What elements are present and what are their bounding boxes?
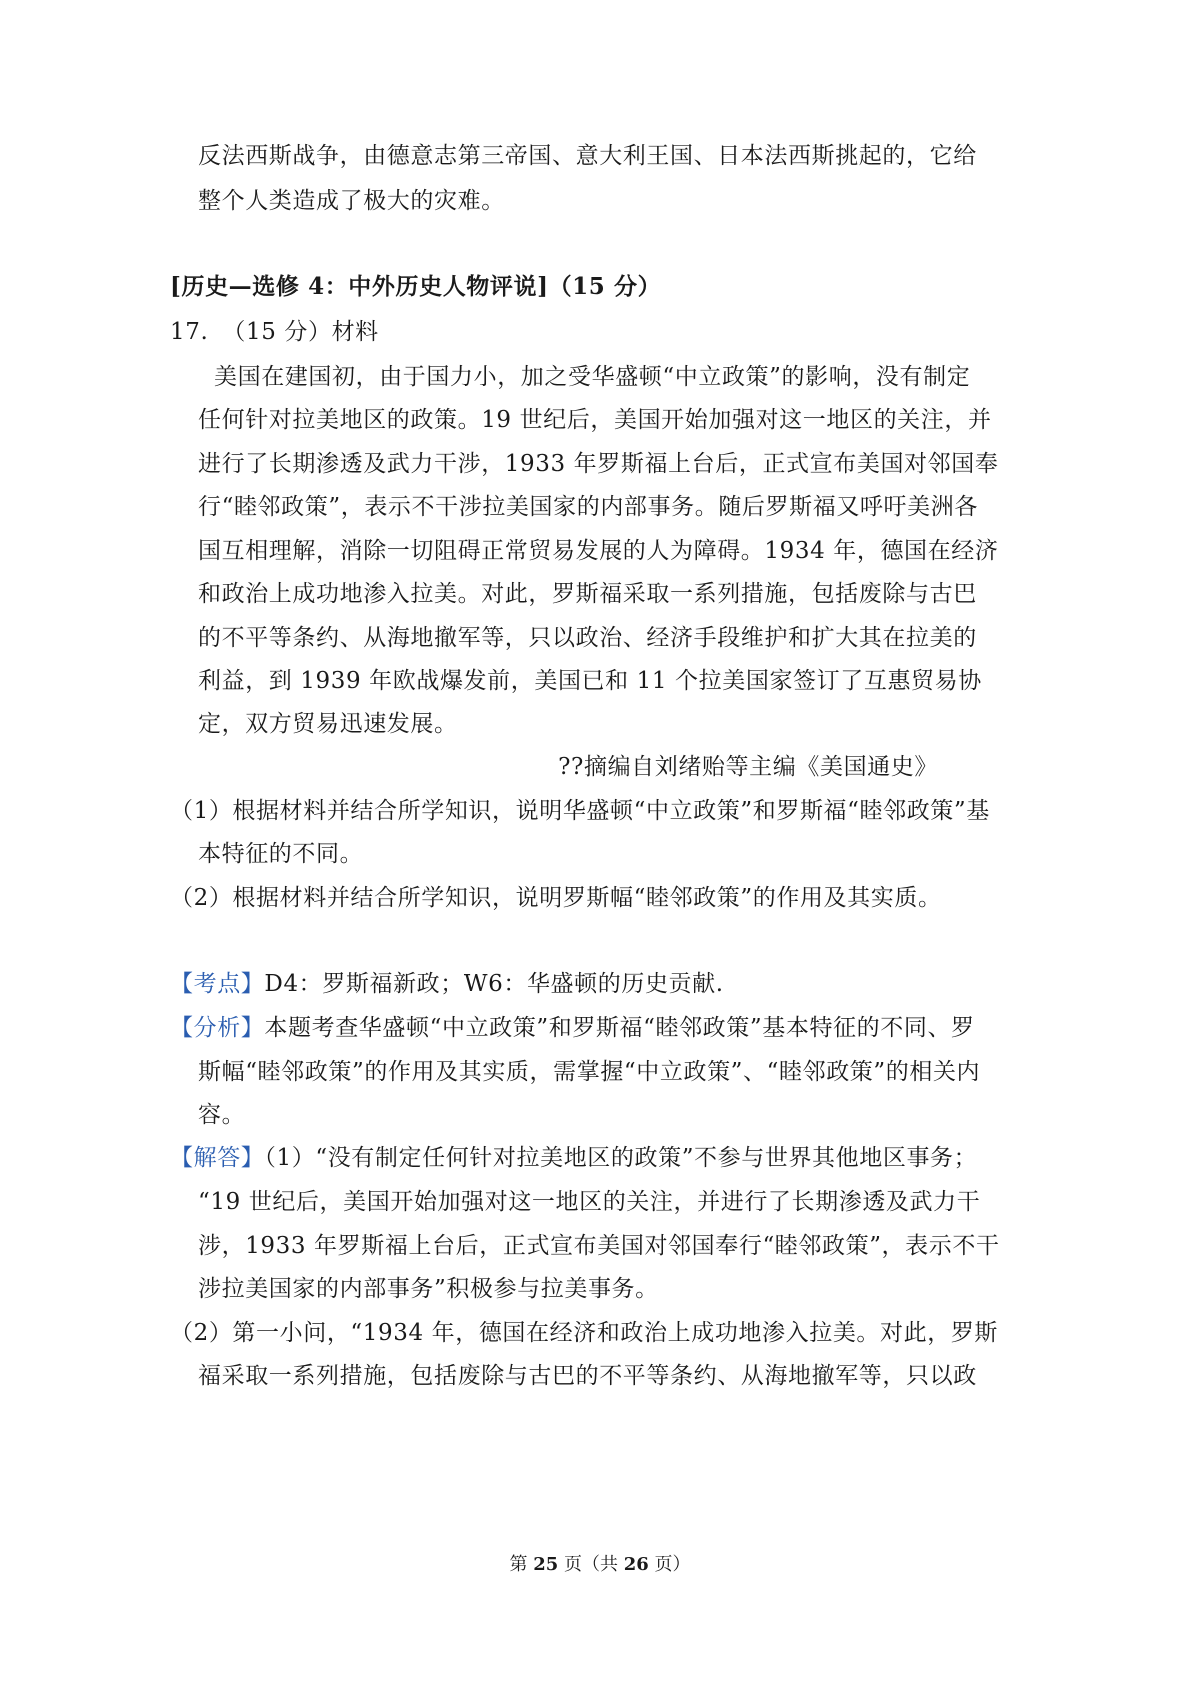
question-number: 17. bbox=[170, 319, 209, 345]
kaodian-tag: 【考点】 bbox=[170, 971, 265, 997]
footer-suffix: 页） bbox=[654, 1554, 691, 1575]
fenxi-line-2: 斯幅“睦邻政策”的作用及其实质，需掌握“中立政策”、“睦邻政策”的相关内 bbox=[198, 1059, 981, 1085]
jieda-line-2: “19 世纪后，美国开始加强对这一地区的关注，并进行了长期渗透及武力干 bbox=[198, 1189, 981, 1215]
material-line-2: 任何针对拉美地区的政策。19 世纪后，美国开始加强对这一地区的关注，并 bbox=[198, 407, 992, 433]
fenxi-line-3: 容。 bbox=[198, 1102, 246, 1128]
jieda-tag: 【解答】 bbox=[170, 1145, 265, 1171]
jieda-row bbox=[170, 1143, 977, 1173]
section-heading: [历史—选修 4：中外历史人物评说]（15 分） bbox=[170, 273, 662, 300]
fenxi-line-1: 本题考查华盛顿“中立政策”和罗斯福“睦邻政策”基本特征的不同、罗 bbox=[264, 1015, 975, 1041]
jieda-line-4: 涉拉美国家的内部事务”积极参与拉美事务。 bbox=[198, 1276, 659, 1302]
question-title: （15 分）材料 bbox=[222, 319, 379, 345]
material-line-8: 利益，到 1939 年欧战爆发前，美国已和 11 个拉美国家签订了互惠贸易协 bbox=[198, 668, 982, 694]
fenxi-tag: 【分析】 bbox=[170, 1015, 265, 1041]
footer-total-pages: 26 bbox=[623, 1554, 649, 1575]
question-header bbox=[170, 317, 379, 347]
material-line-6: 和政治上成功地渗入拉美。对此，罗斯福采取一系列措施，包括废除与古巴 bbox=[198, 581, 977, 607]
subquestion-1-line-1: （1）根据材料并结合所学知识，说明华盛顿“中立政策”和罗斯福“睦邻政策”基 bbox=[170, 798, 990, 824]
material-line-7: 的不平等条约、从海地撤军等，只以政治、经济手段维护和扩大其在拉美的 bbox=[198, 625, 977, 651]
jieda-line-3: 涉，1933 年罗斯福上台后，正式宣布美国对邻国奉行“睦邻政策”，表示不干 bbox=[198, 1233, 1000, 1259]
material-line-1: 美国在建国初，由于国力小，加之受华盛顿“中立政策”的影响，没有制定 bbox=[214, 364, 971, 390]
material-source: ??摘编自刘绪贻等主编《美国通史》 bbox=[558, 754, 938, 780]
fenxi-row bbox=[170, 1013, 975, 1043]
material-line-4: 行“睦邻政策”，表示不干涉拉美国家的内部事务。随后罗斯福又呼吁美洲各 bbox=[198, 494, 978, 520]
subquestion-1-line-2: 本特征的不同。 bbox=[198, 841, 364, 867]
intro-line-2: 整个人类造成了极大的灾难。 bbox=[198, 188, 505, 214]
answer-part2-line-1: （2）第一小问，“1934 年，德国在经济和政治上成功地渗入拉美。对此，罗斯 bbox=[170, 1320, 999, 1346]
subquestion-2: （2）根据材料并结合所学知识，说明罗斯幅“睦邻政策”的作用及其实质。 bbox=[170, 885, 942, 911]
footer-middle: 页（共 bbox=[564, 1554, 618, 1575]
footer-page-number: 25 bbox=[533, 1554, 559, 1575]
kaodian-row bbox=[170, 969, 724, 999]
footer-prefix: 第 bbox=[509, 1554, 528, 1575]
jieda-line-1: （1）“没有制定任何针对拉美地区的政策”不参与世界其他地区事务； bbox=[264, 1145, 978, 1171]
intro-line-1: 反法西斯战争，由德意志第三帝国、意大利王国、日本法西斯挑起的，它给 bbox=[198, 143, 977, 169]
material-line-3: 进行了长期渗透及武力干涉，1933 年罗斯福上台后，正式宣布美国对邻国奉 bbox=[198, 451, 999, 477]
page-footer bbox=[0, 1553, 1200, 1577]
material-line-5: 国互相理解，消除一切阻碍正常贸易发展的人为障碍。1934 年，德国在经济 bbox=[198, 538, 999, 564]
material-line-9: 定，双方贸易迅速发展。 bbox=[198, 711, 458, 737]
kaodian-text: D4：罗斯福新政；W6：华盛顿的历史贡献. bbox=[264, 971, 724, 997]
answer-part2-line-2: 福采取一系列措施，包括废除与古巴的不平等条约、从海地撤军等，只以政 bbox=[198, 1363, 977, 1389]
